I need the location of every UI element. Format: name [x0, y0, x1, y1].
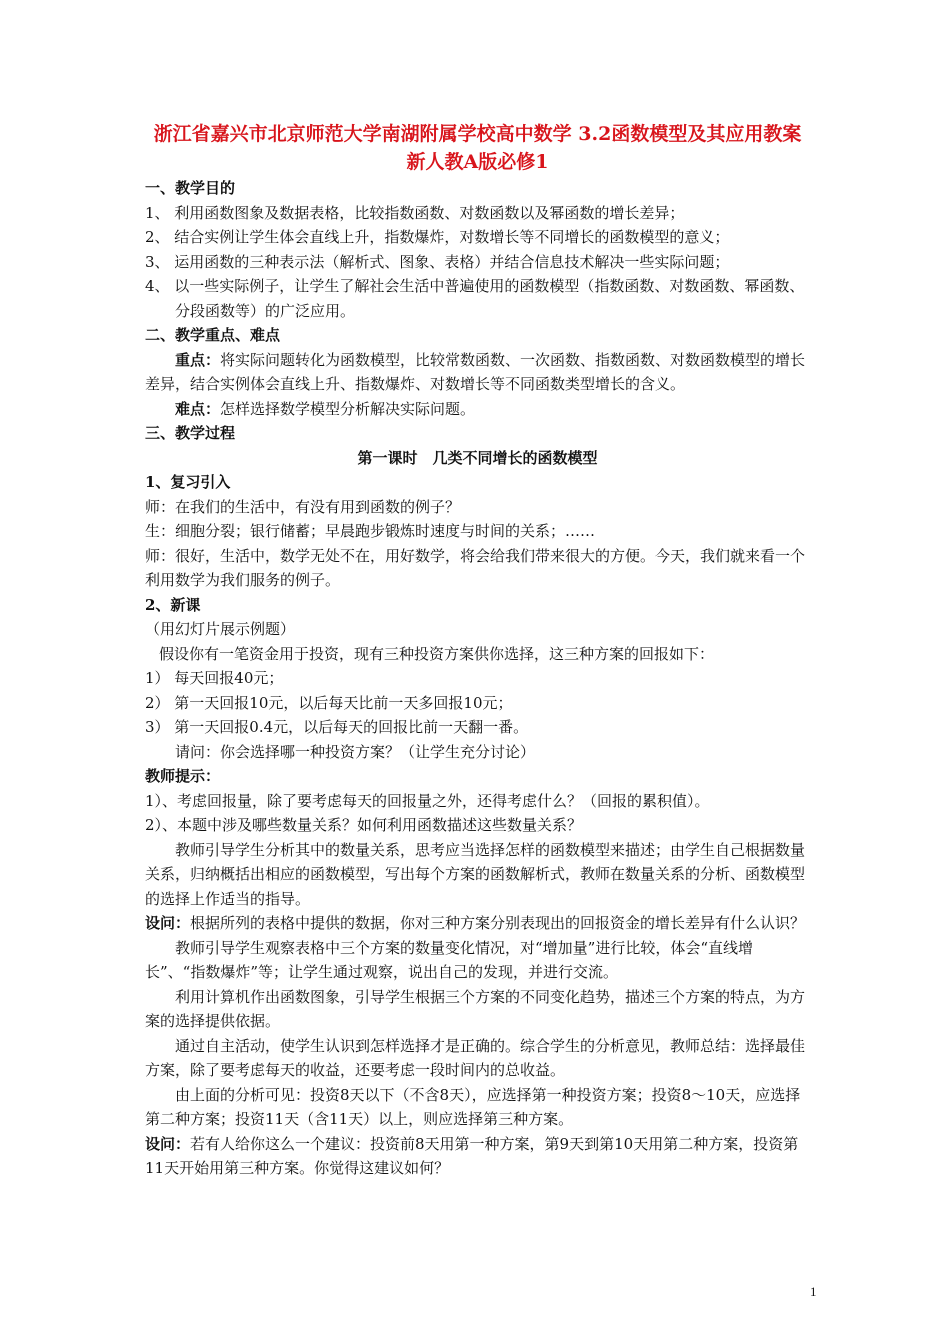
question-one-text: 根据所列的表格中提供的数据，你对三种方案分别表现出的回报资金的增长差异有什么认识？: [190, 914, 806, 932]
difficulty-label: 难点：: [175, 399, 221, 418]
new-lesson-heading: 2、新课: [145, 595, 201, 614]
objective-item: 1、 利用函数图象及数据表格，比较指数函数、对数函数以及幂函数的增长差异；: [145, 203, 685, 222]
dialogue-line: 师：很好，生活中，数学无处不在，用好数学，将会给我们带来很大的方便。今天，我们就来看一个利用数学为我们服务的例子。: [145, 546, 806, 589]
computer-paragraph: 利用计算机作出函数图象，引导学生根据三个方案的不同变化趋势，描述三个方案的特点，为方案的选择提供依据。: [145, 987, 806, 1030]
key-point-label: 重点：: [175, 350, 221, 369]
key-point-text: 将实际问题转化为函数模型，比较常数函数、一次函数、指数函数、对数函数模型的增长差异，结合实例体会直线上升、指数爆炸、对数增长等不同函数类型增长的含义。: [145, 350, 806, 393]
process-heading: 三、教学过程: [145, 424, 236, 442]
hint-item: 1）、考虑回报量，除了要考虑每天的回报量之外，还得考虑什么？（回报的累积值）。: [145, 791, 710, 810]
document-title: 浙江省嘉兴市北京师范大学南湖附属学校高中数学 3.2函数模型及其应用教案 新人教A版必修1: [153, 123, 802, 173]
hint-heading: 教师提示：: [145, 767, 221, 785]
question-one-label: 设问：: [145, 914, 191, 932]
objective-item: 4、 以一些实际例子，让学生了解社会生活中普遍使用的函数模型（指数函数、对数函数、幂函数、分段函数等）的广泛应用。: [145, 277, 805, 320]
option-item: 2） 第一天回报10元，以后每天比前一天多回报10元；: [145, 693, 513, 712]
review-heading: 1、复习引入: [145, 473, 231, 491]
objective-item: 3、 运用函数的三种表示法（解析式、图象、表格）并结合信息技术解决一些实际问题；: [145, 252, 730, 271]
difficulty-paragraph: [145, 397, 810, 422]
question-line: 请问：你会选择哪一种投资方案？（让学生充分讨论）: [175, 742, 536, 761]
key-point-paragraph: [145, 348, 810, 397]
dialogue-line: 师：在我们的生活中，有没有用到函数的例子？: [145, 497, 461, 516]
question-one: [145, 911, 810, 936]
objectives-heading: 一、教学目的: [145, 179, 236, 197]
option-item: 3） 第一天回报0.4元，以后每天的回报比前一天翻一番。: [145, 718, 529, 736]
guide-paragraph: 教师引导学生分析其中的数量关系，思考应当选择怎样的函数模型来描述；由学生自己根据数量关系，归纳概括出相应的函数模型，写出每个方案的函数解析式，教师在数量关系的分析、函数模型的选择上作适当的指导。: [145, 840, 806, 908]
question-two-label: 设问：: [145, 1134, 191, 1153]
lesson-title: 第一课时 几类不同增长的函数模型: [357, 448, 598, 467]
activity-paragraph: 通过自主活动，使学生认识到怎样选择才是正确的。综合学生的分析意见，教师总结：选择最佳方案，除了要考虑每天的收益，还要考虑一段时间内的总收益。: [145, 1036, 806, 1079]
dialogue-line: 生：细胞分裂；银行储蓄；早晨跑步锻炼时速度与时间的关系；……: [145, 522, 596, 540]
observe-paragraph: 教师引导学生观察表格中三个方案的数量变化情况，对“增加量”进行比较，体会“直线增长”、“指数爆炸”等；让学生通过观察，说出自己的发现，并进行交流。: [145, 938, 754, 981]
document-page: [145, 120, 810, 1181]
question-two-text: 若有人给你这么一个建议：投资前8天用第一种方案，第9天到第10天用第二种方案，投资第11天开始用第三种方案。你觉得这建议如何？: [145, 1134, 799, 1177]
slide-note: （用幻灯片展示例题）: [145, 620, 296, 638]
analysis-paragraph: 由上面的分析可见：投资8天以下（不含8天），应选择第一种投资方案；投资8～10天，应选择第二种方案；投资11天（含11天）以上，则应选择第三种方案。: [145, 1085, 801, 1128]
difficulty-text: 怎样选择数学模型分析解决实际问题。: [220, 399, 476, 418]
problem-statement: 假设你有一笔资金用于投资，现有三种投资方案供你选择，这三种方案的回报如下：: [159, 644, 715, 663]
hint-item: 2）、本题中涉及哪些数量关系？如何利用函数描述这些数量关系？: [145, 816, 583, 834]
question-two: [145, 1132, 810, 1181]
objective-item: 2、 结合实例让学生体会直线上升，指数爆炸，对数增长等不同增长的函数模型的意义；: [145, 228, 730, 246]
key-points-heading: 二、教学重点、难点: [145, 326, 281, 344]
option-item: 1） 每天回报40元；: [145, 669, 284, 687]
page-number: 1: [810, 1284, 817, 1299]
